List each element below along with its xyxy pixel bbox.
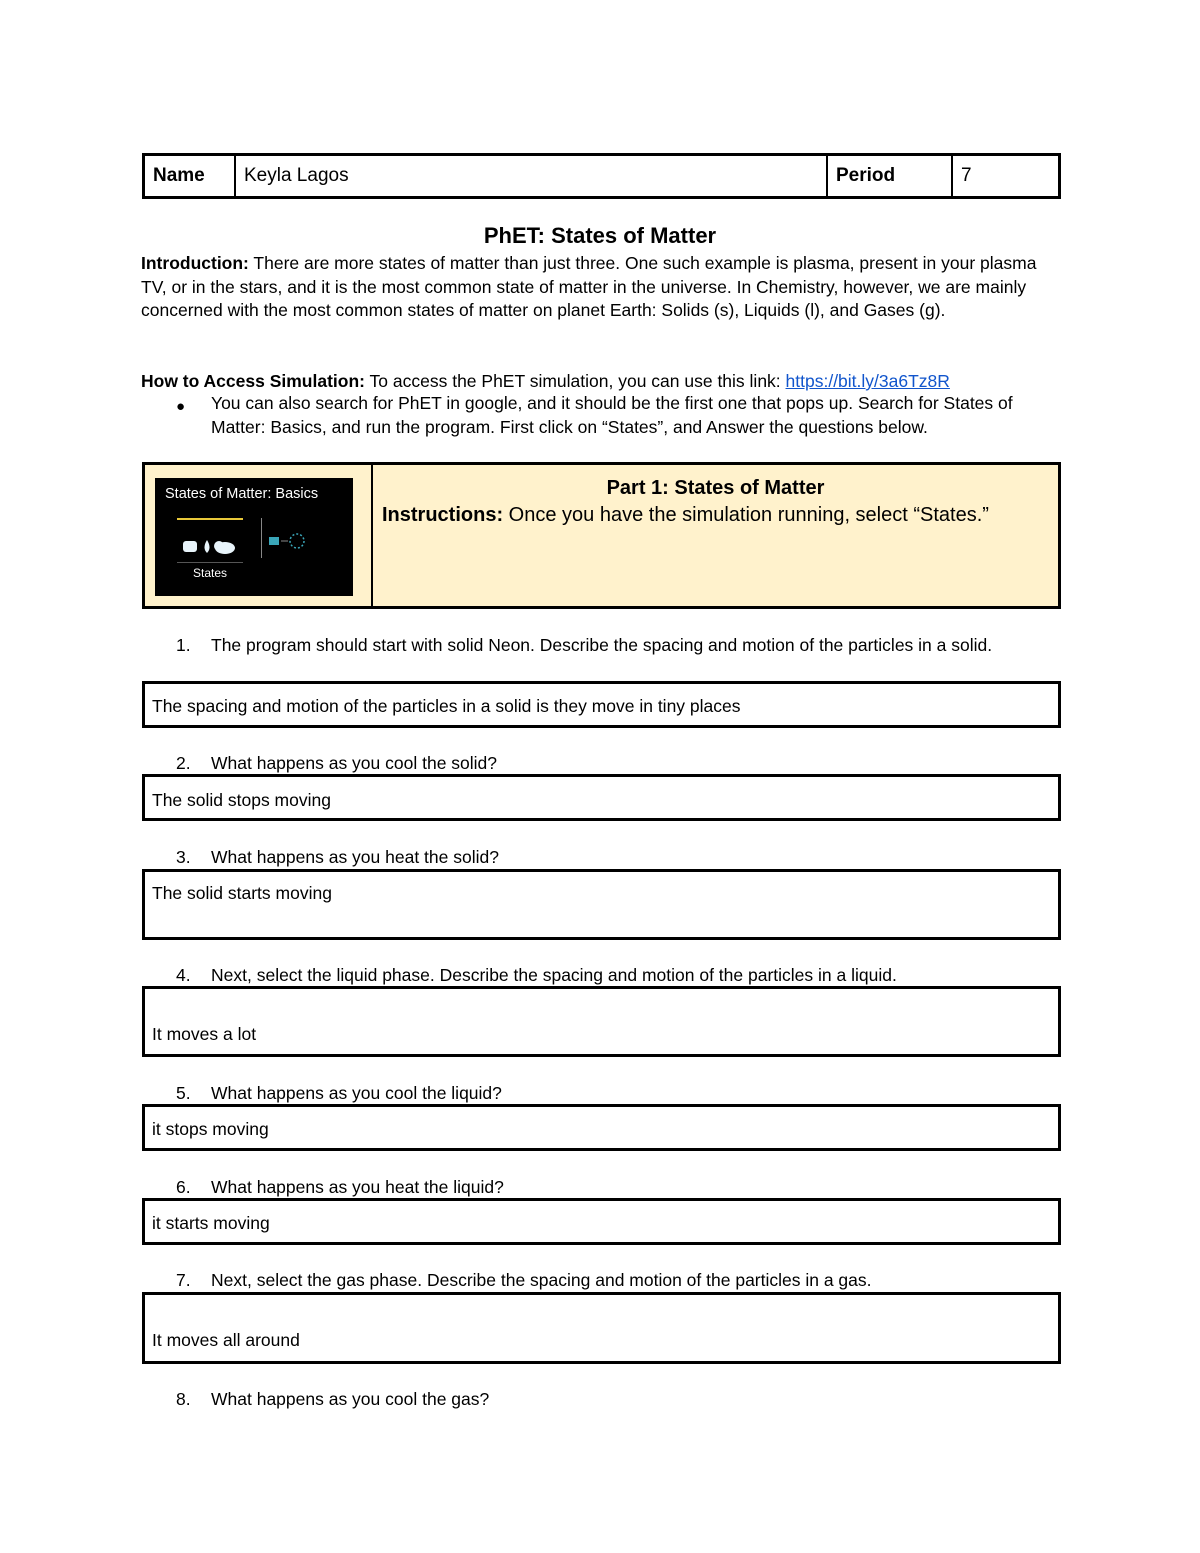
phase-changes-icon xyxy=(269,532,313,556)
question-number: 3. xyxy=(176,847,191,867)
answer-text: It moves all around xyxy=(152,1330,300,1350)
thumbnail-separator xyxy=(177,562,243,563)
introduction-paragraph xyxy=(141,252,1056,323)
question-number: 6. xyxy=(176,1177,191,1197)
answer-box[interactable] xyxy=(142,774,1061,821)
part1-title: Part 1: States of Matter xyxy=(606,477,825,499)
question-text: Next, select the liquid phase. Describe the spacing and motion of the particles in a liquid. xyxy=(211,965,897,985)
access-text: To access the PhET simulation, you can use this link: xyxy=(364,371,786,391)
period-value[interactable]: 7 xyxy=(961,165,972,186)
question-number: 2. xyxy=(176,753,191,773)
question-text: What happens as you heat the solid? xyxy=(211,847,499,867)
answer-box[interactable] xyxy=(142,681,1061,728)
question-text: What happens as you cool the gas? xyxy=(211,1389,490,1409)
period-label: Period xyxy=(828,156,953,196)
simulation-link[interactable]: https://bit.ly/3a6Tz8R xyxy=(785,371,950,391)
part1-image-cell xyxy=(145,465,373,606)
question-number: 7. xyxy=(176,1270,191,1290)
question-number: 5. xyxy=(176,1083,191,1103)
thumbnail-states-label: States xyxy=(193,566,228,580)
question-number: 4. xyxy=(176,965,191,985)
question-text: Next, select the gas phase. Describe the spacing and motion of the particles in a gas. xyxy=(211,1270,872,1290)
question-text: What happens as you heat the liquid? xyxy=(211,1177,504,1197)
student-info-table xyxy=(142,153,1061,199)
answer-box[interactable] xyxy=(142,869,1061,940)
page-title: PhET: States of Matter xyxy=(483,223,717,248)
simulation-thumbnail xyxy=(155,478,353,596)
introduction-label: Introduction: xyxy=(141,253,249,273)
bullet-icon: ● xyxy=(176,398,186,415)
access-label: How to Access Simulation: xyxy=(141,371,365,391)
question-text: What happens as you cool the liquid? xyxy=(211,1083,502,1103)
access-bullet-text: You can also search for PhET in google, and it should be the first one that pops up. Search for States of Matter: Basics, and run the program. First click on “States”, and Answer the questions below. xyxy=(211,393,1013,437)
answer-box[interactable] xyxy=(142,1104,1061,1151)
question-text: The program should start with solid Neon. Describe the spacing and motion of the particles in a solid. xyxy=(211,635,993,655)
answer-text: The solid starts moving xyxy=(152,883,332,903)
question-number: 1. xyxy=(176,635,191,655)
part1-instructions xyxy=(382,504,989,527)
thumbnail-underline xyxy=(177,518,243,520)
states-icon xyxy=(183,538,243,558)
thumbnail-title: States of Matter: Basics xyxy=(165,486,319,502)
name-label: Name xyxy=(145,156,236,196)
answer-text: It moves a lot xyxy=(152,1024,257,1044)
answer-box[interactable] xyxy=(142,1292,1061,1364)
answer-text: it stops moving xyxy=(152,1119,269,1139)
answer-box[interactable] xyxy=(142,986,1061,1057)
answer-text: The solid stops moving xyxy=(152,790,331,810)
introduction-text: There are more states of matter than just three. One such example is plasma, present in your plasma TV, or in the stars, and it is the most common state of matter in the universe. In Chemistry, however, we are mainly concerned with the most common states of matter on planet Earth: Solids (s), Liquids (l), and Gases (g). xyxy=(141,253,1037,320)
part1-text-cell xyxy=(373,465,1058,606)
answer-text: it starts moving xyxy=(152,1213,270,1233)
access-paragraph xyxy=(141,370,1056,394)
question-number: 8. xyxy=(176,1389,191,1409)
question-text: What happens as you cool the solid? xyxy=(211,753,498,773)
instructions-text: Once you have the simulation running, select “States.” xyxy=(503,504,989,526)
name-value[interactable]: Keyla Lagos xyxy=(236,156,828,196)
answer-box[interactable] xyxy=(142,1198,1061,1245)
part1-box xyxy=(142,462,1061,609)
instructions-label: Instructions: xyxy=(382,504,504,526)
thumbnail-divider xyxy=(261,518,262,558)
answer-text: The spacing and motion of the particles in a solid is they move in tiny places xyxy=(152,696,741,716)
